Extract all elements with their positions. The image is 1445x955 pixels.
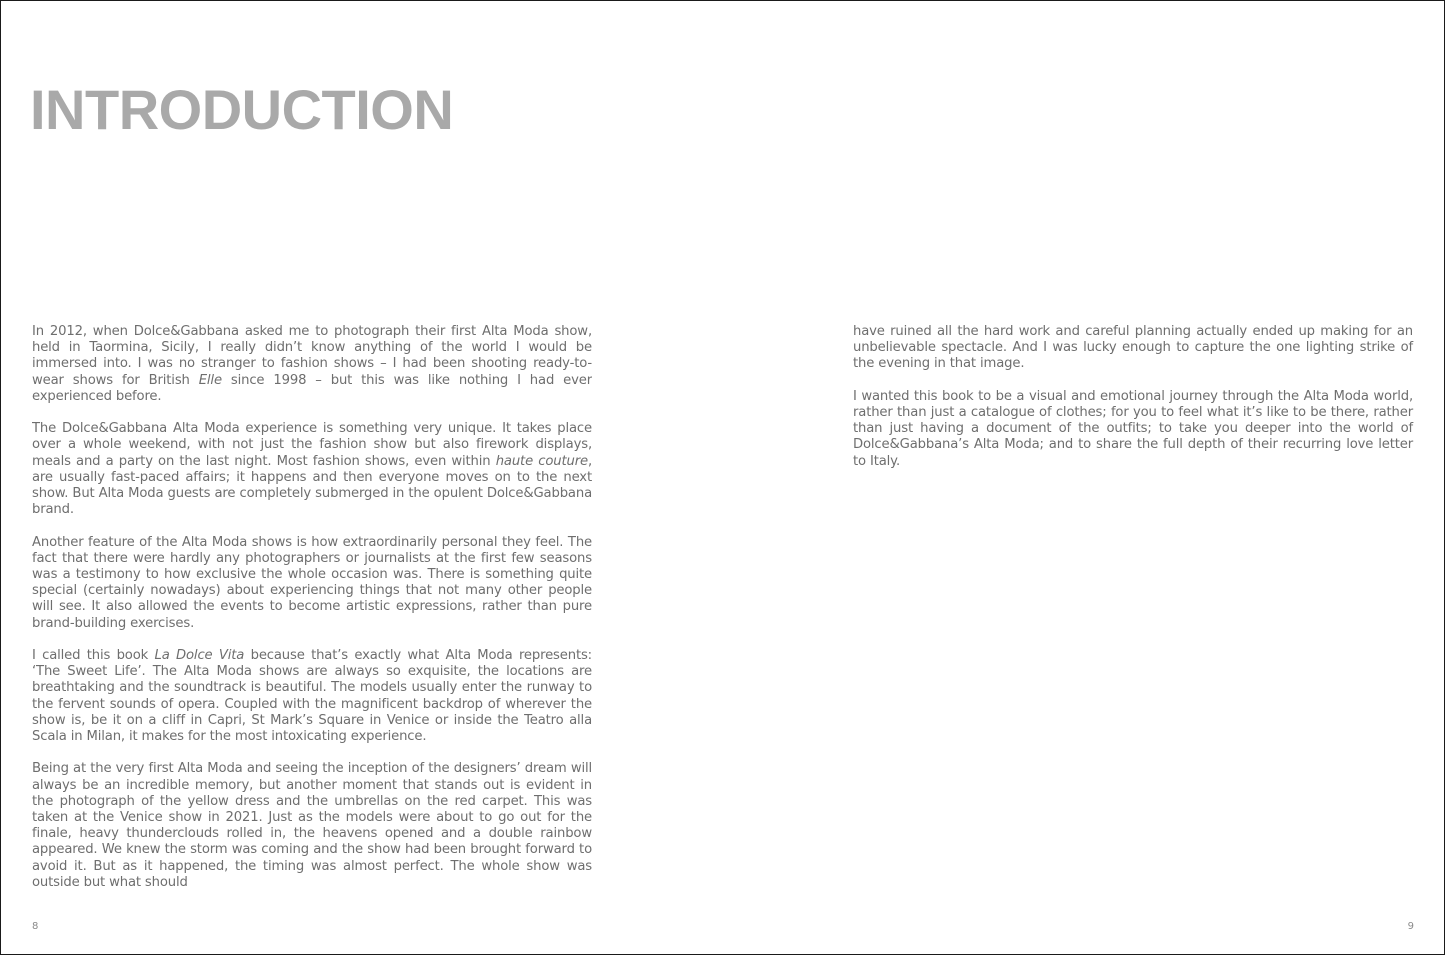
paragraph: Another feature of the Alta Moda shows is how extraordinarily personal they feel. The fact that there were hardly any photographers or journalists at the first few seasons was a testimony to how exclusive the whole occasion was. There is something quite special (certainly nowadays) about experiencing things that not many other people will see. It also allowed the events to become artistic expressions, rather than pure brand-building exercises. — [32, 534, 592, 631]
paragraph: The Dolce&Gabbana Alta Moda experience is something very unique. It takes place over a whole weekend, with not just the fashion show but also firework displays, meals and a party on the last night. Most fashion shows, even within haute couture, are usually fast-paced affairs; it happens and then everyone moves on to the next show. But Alta Moda guests are completely submerged in the opulent Dolce&Gabbana brand. — [32, 421, 592, 518]
page-title: INTRODUCTION — [30, 78, 454, 141]
right-text-column — [853, 324, 1413, 486]
page-number-right: 9 — [1407, 921, 1414, 932]
paragraph: I called this book La Dolce Vita because that’s exactly what Alta Moda represents: ‘The Sweet Life’. The Alta Moda shows are always so exquisite, the locations are breathtaking and the soundtrack is beautiful. The models usually enter the runway to the fervent sounds of opera. Coupled with the magnificent backdrop of wherever the show is, be it on a cliff in Capri, St Mark’s Square in Venice or inside the Teatro alla Scala in Milan, it makes for the most intoxicating experience. — [32, 648, 592, 745]
paragraph: I wanted this book to be a visual and emotional journey through the Alta Moda world, rather than just a catalogue of clothes; for you to feel what it’s like to be there, rather than just having a document of the outfits; to take you deeper into the world of Dolce&Gabbana’s Alta Moda; and to share the full depth of their recurring love letter to Italy. — [853, 388, 1413, 469]
left-text-column — [32, 324, 592, 908]
page-number-left: 8 — [32, 921, 39, 932]
paragraph: Being at the very first Alta Moda and seeing the inception of the designers’ dream will always be an incredible memory, but another moment that stands out is evident in the photograph of the yellow dress and the umbrellas on the red carpet. This was taken at the Venice show in 2021. Just as the models were about to go out for the finale, heavy thunderclouds rolled in, the heavens opened and a double rainbow appeared. We knew the storm was coming and the show had been brought forward to avoid it. But as it happened, the timing was almost perfect. The whole show was outside but what should — [32, 761, 592, 890]
paragraph: In 2012, when Dolce&Gabbana asked me to photograph their first Alta Moda show, held in Taormina, Sicily, I really didn’t know anything of the world I would be immersed into. I was no stranger to fashion shows – I had been shooting ready-to-wear shows for British Elle since 1998 – but this was like nothing I had ever experienced before. — [32, 324, 592, 404]
paragraph: have ruined all the hard work and careful planning actually ended up making for an unbelievable spectacle. And I was lucky enough to capture the one lighting strike of the evening in that image. — [853, 324, 1413, 372]
